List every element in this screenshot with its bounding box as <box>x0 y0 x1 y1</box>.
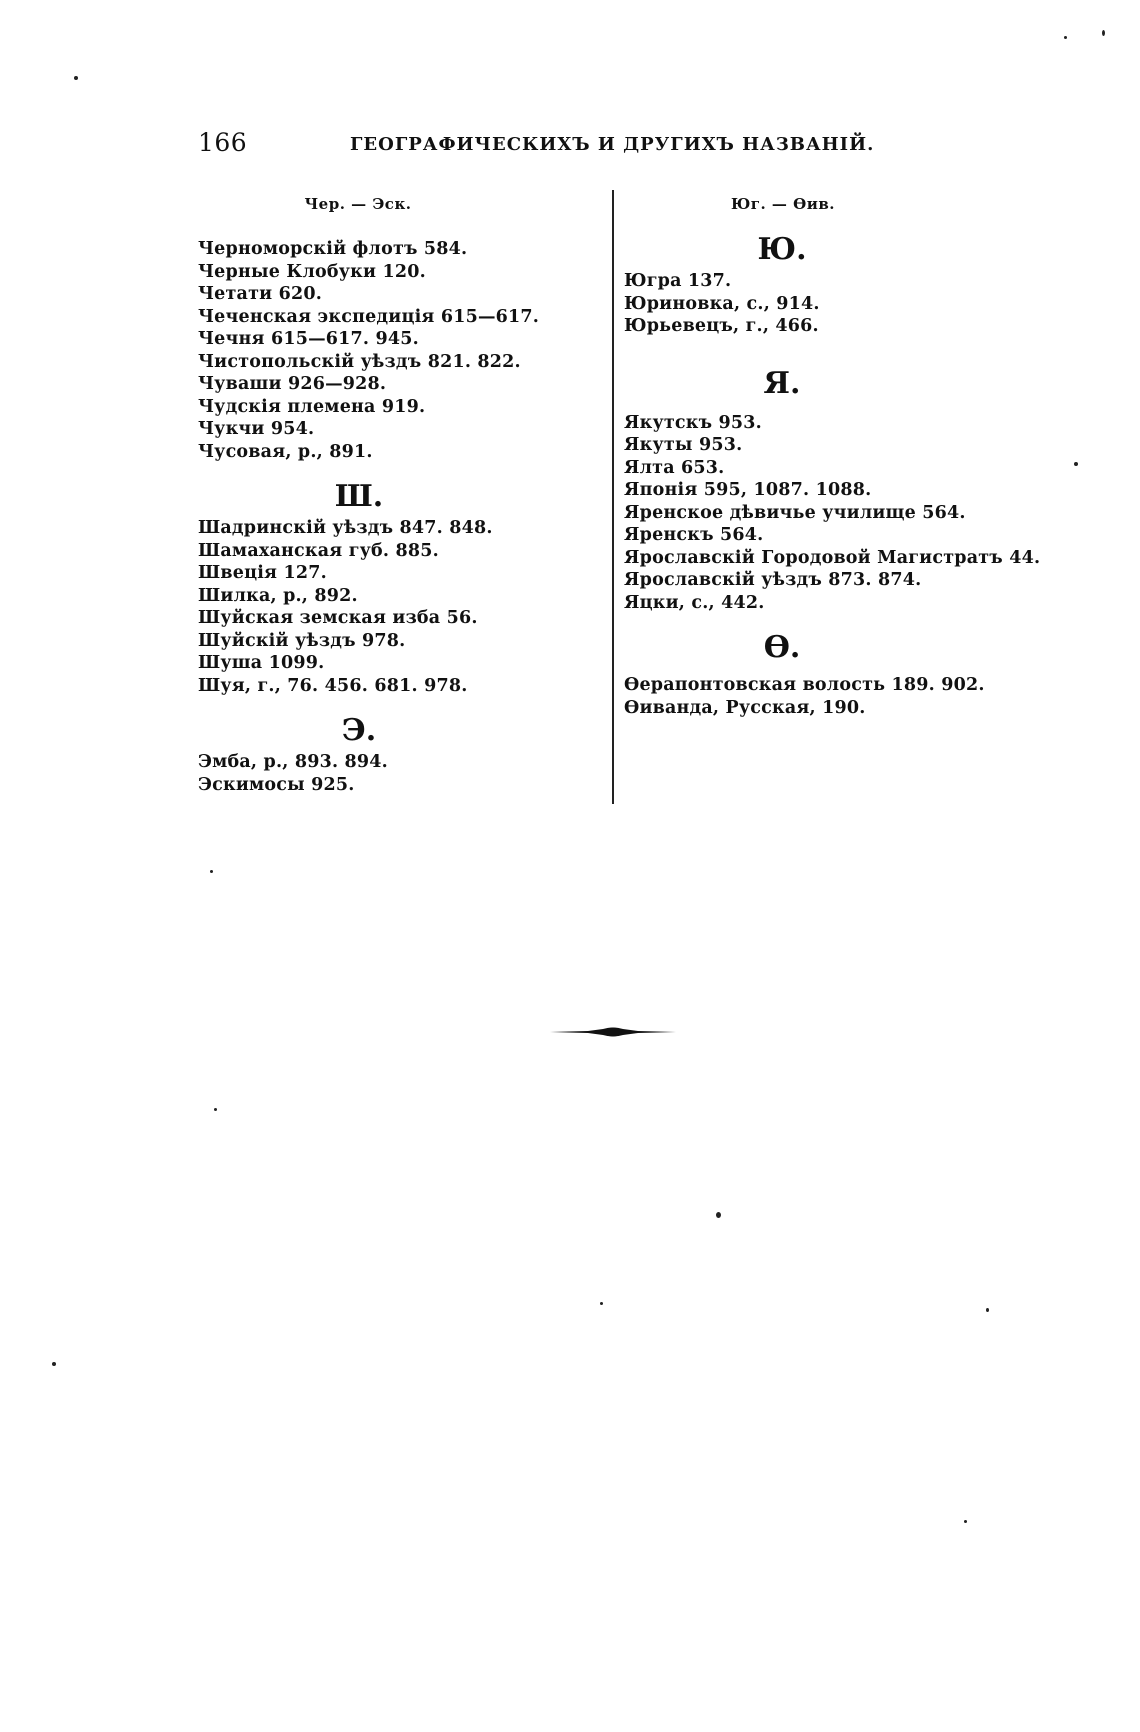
index-entry: Шадринскій уѣздъ 847. 848. <box>198 518 493 538</box>
index-entry: Юрьевецъ, г., 466. <box>624 316 819 336</box>
column-range-label: Чер. — Эск. <box>304 195 412 213</box>
index-entry: Яренскъ 564. <box>624 525 764 545</box>
scan-speck <box>964 1520 967 1523</box>
index-entry: Чеченская экспедиція 615—617. <box>198 306 540 327</box>
index-entry: Ярославскій уѣздъ 873. 874. <box>624 570 922 590</box>
index-entry: Якуты 953. <box>624 435 743 455</box>
scan-speck <box>1074 462 1078 466</box>
index-section-fita <box>624 628 1044 719</box>
index-entry: Юриновка, с., 914. <box>624 293 820 314</box>
running-head: ГЕОГРАФИЧЕСКИХЪ И ДРУГИХЪ НАЗВАНІЙ. <box>350 134 875 155</box>
index-section-che <box>198 238 598 463</box>
index-entry: Ярославскій Городовой Магистратъ 44. <box>624 547 1041 568</box>
index-entry: Японія 595, 1087. 1088. <box>624 480 872 500</box>
index-entry: Якутскъ 953. <box>624 412 762 433</box>
index-entry: Шуйскій уѣздъ 978. <box>198 630 406 651</box>
index-entry: Эскимосы 925. <box>198 774 355 795</box>
section-letter-heading: Ѳ. <box>763 630 801 665</box>
index-entry: Чудскія племена 919. <box>198 396 426 417</box>
index-section-yu <box>624 230 1044 338</box>
scan-speck <box>1102 30 1105 36</box>
index-entry: Ѳиванда, Русская, 190. <box>624 697 866 718</box>
index-entry: Чистопольскій уѣздъ 821. 822. <box>198 351 521 372</box>
index-column-left <box>198 192 598 796</box>
index-entry: Яренское дѣвичье училище 564. <box>624 502 966 523</box>
index-entry: Ѳерапонтовская волость 189. 902. <box>624 675 985 695</box>
index-entry: Шуя, г., 76. 456. 681. 978. <box>198 675 468 696</box>
section-letter-heading: Я. <box>763 365 801 401</box>
scan-speck <box>210 870 213 873</box>
index-entry: Яцки, с., 442. <box>624 592 765 613</box>
scan-speck <box>600 1302 603 1305</box>
index-section-e <box>198 711 598 796</box>
index-entry: Черноморскій флотъ 584. <box>198 239 468 259</box>
scan-speck <box>986 1308 989 1312</box>
scan-speck <box>214 1108 217 1111</box>
index-entry: Чусовая, р., 891. <box>198 441 373 462</box>
index-section-sha <box>198 477 598 697</box>
index-entry: Шамаханская губ. 885. <box>198 540 439 561</box>
column-range-label: Юг. — Ѳив. <box>730 195 835 213</box>
index-entry: Шуйская земская изба 56. <box>198 608 478 628</box>
index-entry: Черные Клобуки 120. <box>198 261 426 282</box>
index-entry: Шуша 1099. <box>198 653 325 673</box>
index-entry: Швеція 127. <box>198 563 327 583</box>
index-entry: Ялта 653. <box>624 457 725 478</box>
index-entry: Четати 620. <box>198 284 323 304</box>
scan-speck <box>716 1212 721 1218</box>
index-entry: Чукчи 954. <box>198 419 315 439</box>
scan-speck <box>1064 36 1067 39</box>
scan-speck <box>52 1362 56 1366</box>
end-ornament <box>548 1020 678 1044</box>
index-section-ya <box>624 364 1044 615</box>
index-entry: Чечня 615—617. 945. <box>198 329 419 349</box>
index-column-right <box>624 192 1044 719</box>
section-letter-heading: Э. <box>341 713 377 748</box>
index-entry: Чуваши 926—928. <box>198 374 387 394</box>
column-divider <box>612 190 614 804</box>
section-letter-heading: Ш. <box>334 479 384 514</box>
page-number: 166 <box>198 128 248 157</box>
index-entry: Шилка, р., 892. <box>198 585 358 606</box>
index-entry: Эмба, р., 893. 894. <box>198 752 388 772</box>
index-entry: Югра 137. <box>624 271 732 291</box>
section-letter-heading: Ю. <box>757 232 807 267</box>
scan-speck <box>74 76 78 80</box>
